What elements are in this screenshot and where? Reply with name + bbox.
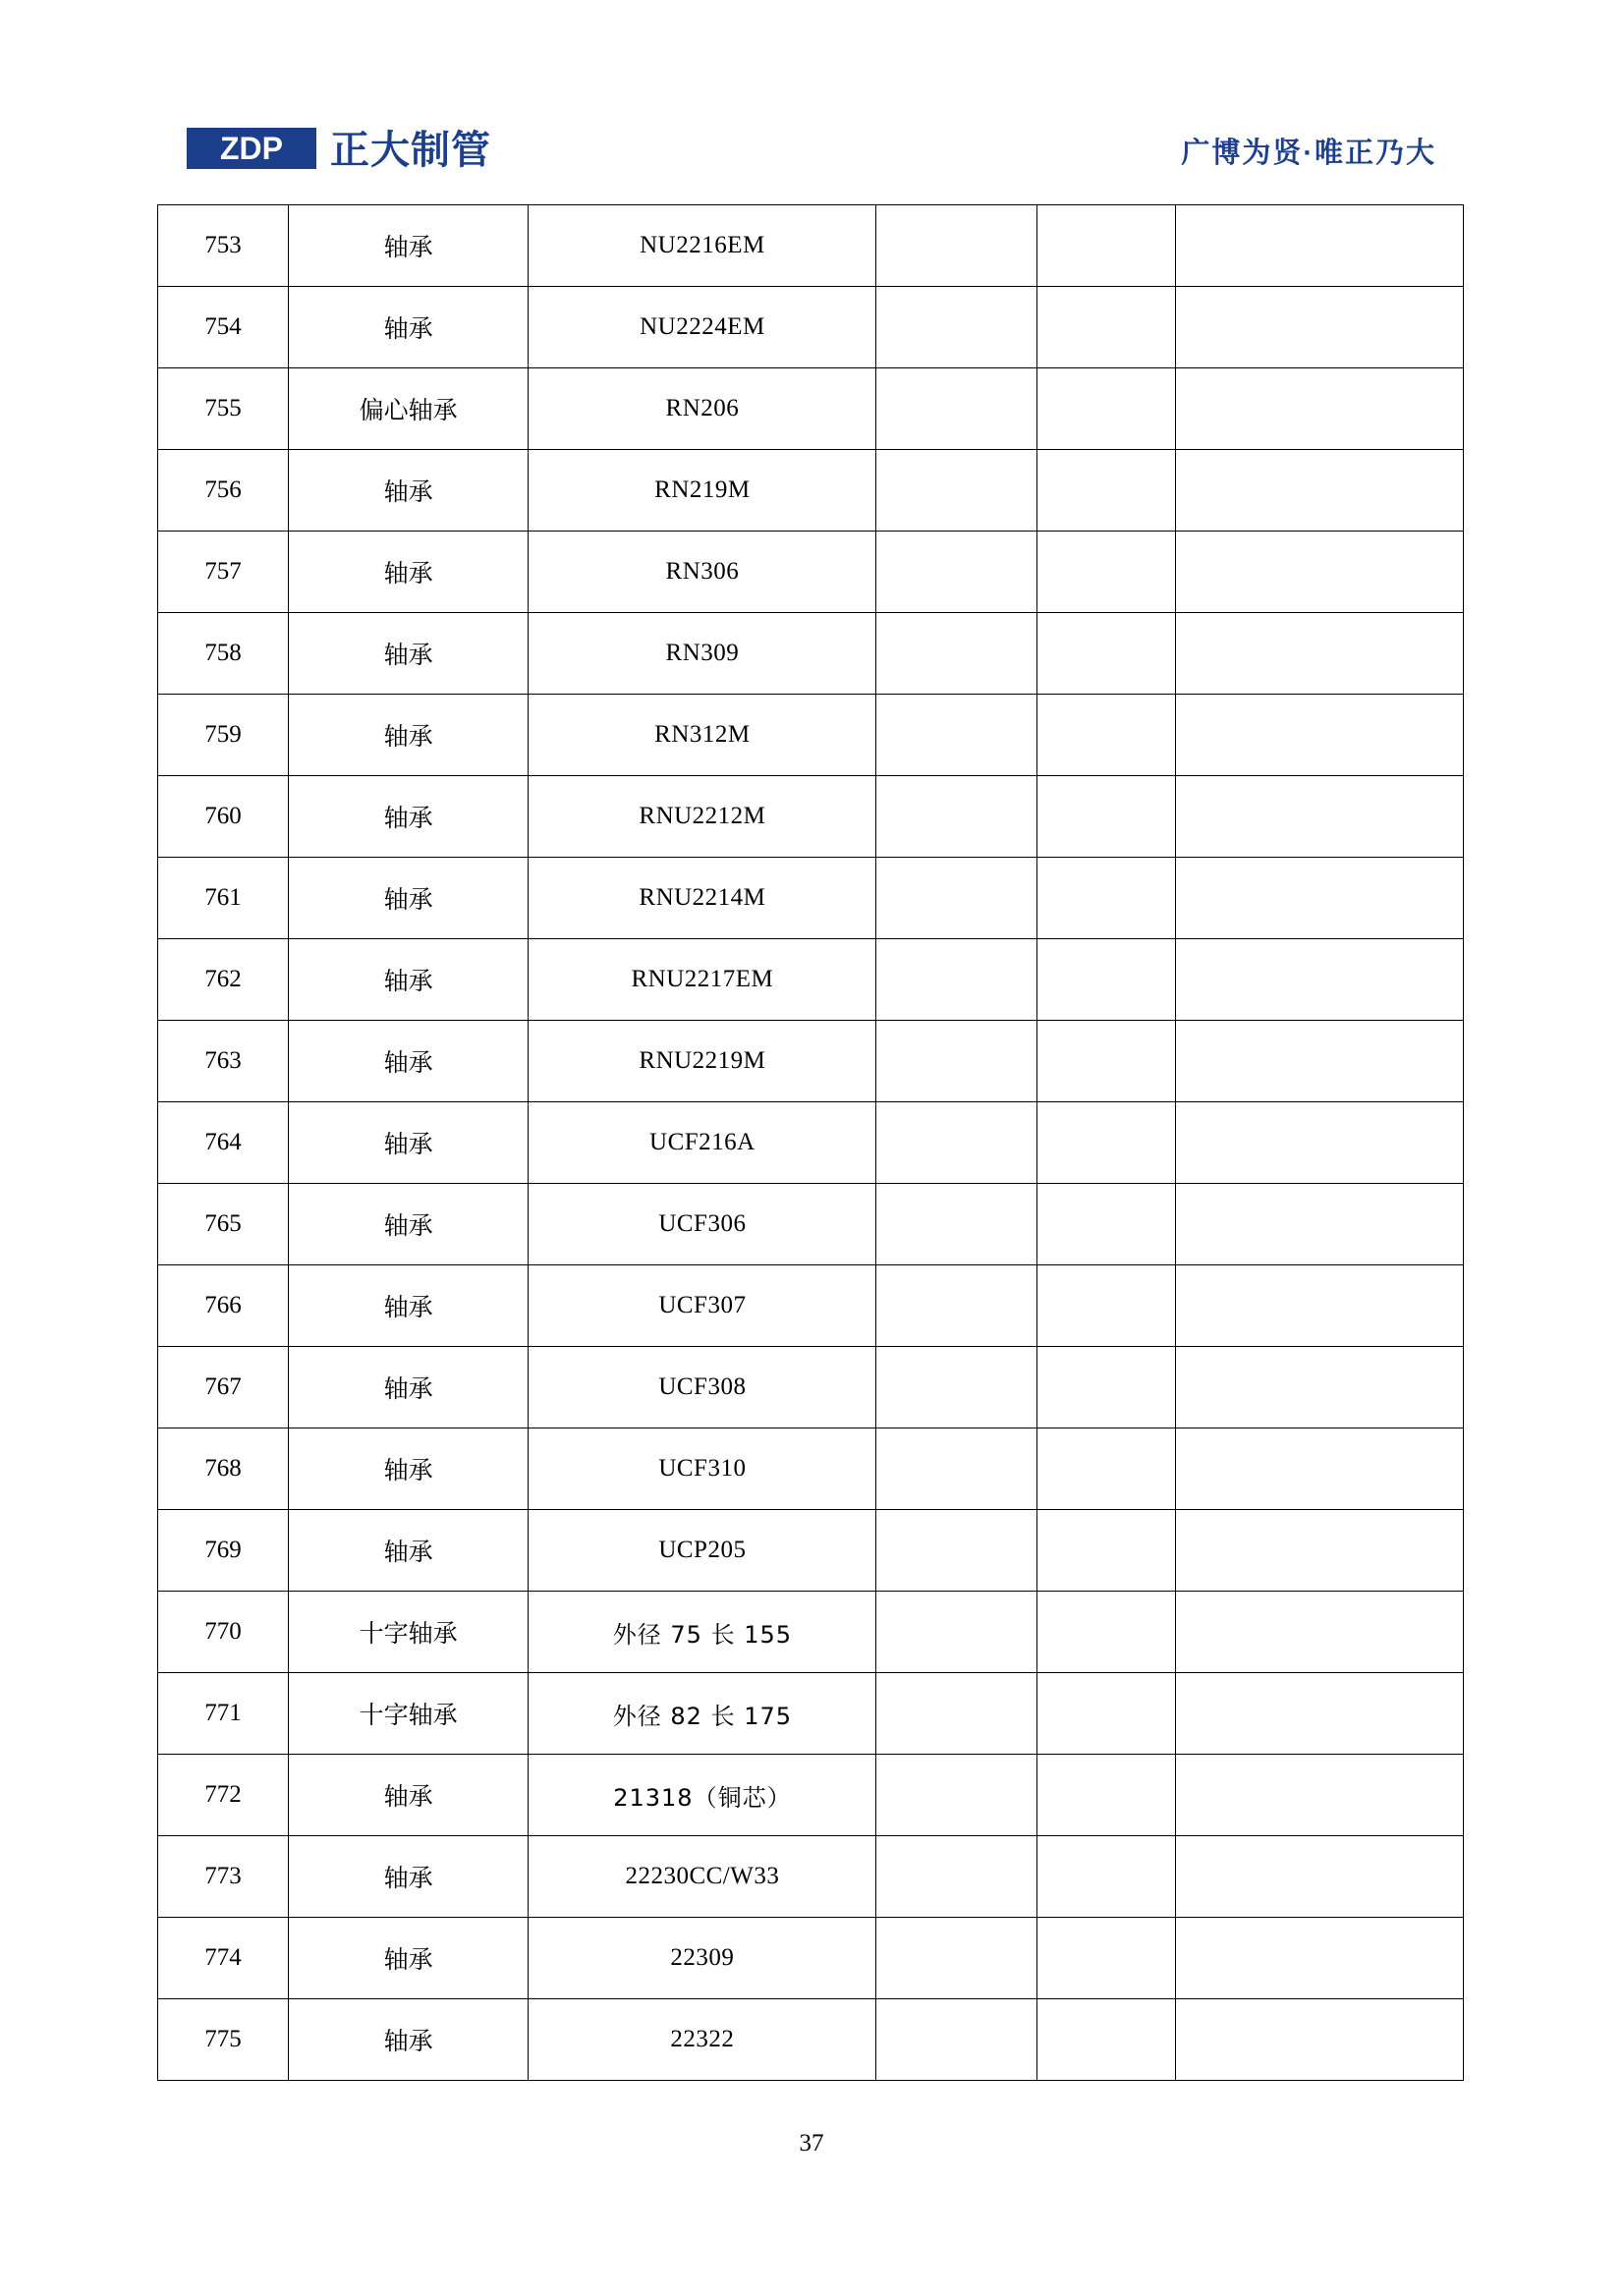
cell-f (1175, 1428, 1463, 1510)
cell-model: 21318（铜芯） (529, 1755, 876, 1836)
table-row (158, 1347, 1464, 1428)
cell-model: RNU2217EM (529, 939, 876, 1021)
table-row (158, 1999, 1464, 2081)
cell-d (876, 1347, 1036, 1428)
cell-f (1175, 450, 1463, 532)
cell-d (876, 1510, 1036, 1592)
cell-name: 轴承 (288, 1184, 528, 1265)
table-row (158, 1836, 1464, 1918)
cell-model: RN206 (529, 368, 876, 450)
table-row (158, 858, 1464, 939)
cell-d (876, 776, 1036, 858)
cell-f (1175, 1510, 1463, 1592)
cell-e (1036, 1265, 1175, 1347)
cell-no: 772 (158, 1755, 289, 1836)
cell-no: 769 (158, 1510, 289, 1592)
cell-f (1175, 1999, 1463, 2081)
cell-no: 758 (158, 613, 289, 695)
cell-name: 轴承 (288, 1265, 528, 1347)
page-number: 37 (799, 2130, 824, 2156)
cell-name: 偏心轴承 (288, 368, 528, 450)
cell-model: RN306 (529, 532, 876, 613)
cell-d (876, 1102, 1036, 1184)
table-row (158, 287, 1464, 368)
company-name: 正大制管 (330, 129, 491, 172)
cell-name: 轴承 (288, 1347, 528, 1428)
cell-name: 轴承 (288, 1836, 528, 1918)
cell-d (876, 1918, 1036, 1999)
cell-d (876, 858, 1036, 939)
cell-model: NU2216EM (529, 205, 876, 287)
cell-d (876, 1755, 1036, 1836)
cell-name: 轴承 (288, 613, 528, 695)
cell-e (1036, 1347, 1175, 1428)
cell-no: 766 (158, 1265, 289, 1347)
cell-name: 轴承 (288, 205, 528, 287)
cell-no: 756 (158, 450, 289, 532)
cell-model: RN309 (529, 613, 876, 695)
cell-name: 轴承 (288, 939, 528, 1021)
table-row (158, 450, 1464, 532)
cell-model: 外径 75 长 155 (529, 1592, 876, 1673)
cell-no: 767 (158, 1347, 289, 1428)
cell-name: 轴承 (288, 1999, 528, 2081)
table-row (158, 1428, 1464, 1510)
cell-e (1036, 1999, 1175, 2081)
cell-e (1036, 1755, 1175, 1836)
cell-d (876, 205, 1036, 287)
table-row (158, 695, 1464, 776)
cell-name: 轴承 (288, 1755, 528, 1836)
table-row (158, 939, 1464, 1021)
cell-d (876, 1184, 1036, 1265)
cell-d (876, 613, 1036, 695)
table-row (158, 1918, 1464, 1999)
cell-name: 轴承 (288, 1428, 528, 1510)
cell-no: 755 (158, 368, 289, 450)
cell-f (1175, 532, 1463, 613)
cell-f (1175, 1755, 1463, 1836)
cell-f (1175, 287, 1463, 368)
cell-d (876, 532, 1036, 613)
cell-no: 764 (158, 1102, 289, 1184)
page-header (187, 116, 1436, 185)
cell-f (1175, 1265, 1463, 1347)
cell-name: 十字轴承 (288, 1673, 528, 1755)
cell-model: UCF307 (529, 1265, 876, 1347)
cell-d (876, 1021, 1036, 1102)
cell-model: RNU2214M (529, 858, 876, 939)
cell-name: 轴承 (288, 450, 528, 532)
cell-f (1175, 1021, 1463, 1102)
cell-f (1175, 1102, 1463, 1184)
table-row (158, 1755, 1464, 1836)
cell-name: 轴承 (288, 1918, 528, 1999)
svg-text:ZDP: ZDP (220, 130, 283, 166)
table-row (158, 1265, 1464, 1347)
cell-model: RN312M (529, 695, 876, 776)
parts-table-body (158, 205, 1464, 2081)
cell-no: 754 (158, 287, 289, 368)
cell-d (876, 1999, 1036, 2081)
cell-e (1036, 1836, 1175, 1918)
table-row (158, 1102, 1464, 1184)
cell-no: 762 (158, 939, 289, 1021)
cell-f (1175, 1836, 1463, 1918)
cell-no: 757 (158, 532, 289, 613)
cell-d (876, 695, 1036, 776)
cell-model: UCF310 (529, 1428, 876, 1510)
cell-e (1036, 532, 1175, 613)
cell-d (876, 368, 1036, 450)
cell-name: 轴承 (288, 1021, 528, 1102)
cell-name: 十字轴承 (288, 1592, 528, 1673)
cell-no: 768 (158, 1428, 289, 1510)
table-row (158, 1184, 1464, 1265)
cell-d (876, 939, 1036, 1021)
cell-f (1175, 695, 1463, 776)
cell-e (1036, 368, 1175, 450)
cell-d (876, 1428, 1036, 1510)
cell-model: 22322 (529, 1999, 876, 2081)
table-row (158, 1592, 1464, 1673)
cell-e (1036, 205, 1175, 287)
cell-name: 轴承 (288, 858, 528, 939)
cell-name: 轴承 (288, 1510, 528, 1592)
cell-no: 770 (158, 1592, 289, 1673)
cell-name: 轴承 (288, 1102, 528, 1184)
cell-d (876, 450, 1036, 532)
cell-model: UCF308 (529, 1347, 876, 1428)
cell-no: 761 (158, 858, 289, 939)
table-row (158, 532, 1464, 613)
cell-no: 765 (158, 1184, 289, 1265)
table-row (158, 613, 1464, 695)
cell-f (1175, 1347, 1463, 1428)
cell-name: 轴承 (288, 287, 528, 368)
cell-model: RN219M (529, 450, 876, 532)
cell-model: NU2224EM (529, 287, 876, 368)
cell-model: 22309 (529, 1918, 876, 1999)
cell-d (876, 1836, 1036, 1918)
cell-e (1036, 695, 1175, 776)
cell-model: UCP205 (529, 1510, 876, 1592)
cell-e (1036, 1510, 1175, 1592)
cell-name: 轴承 (288, 532, 528, 613)
cell-e (1036, 1184, 1175, 1265)
cell-e (1036, 1021, 1175, 1102)
cell-e (1036, 1428, 1175, 1510)
cell-e (1036, 858, 1175, 939)
zdp-logo-icon (187, 128, 316, 174)
cell-no: 759 (158, 695, 289, 776)
cell-e (1036, 287, 1175, 368)
cell-e (1036, 450, 1175, 532)
cell-d (876, 1673, 1036, 1755)
cell-model: 外径 82 长 175 (529, 1673, 876, 1755)
cell-e (1036, 1673, 1175, 1755)
parts-table (157, 204, 1464, 2081)
cell-name: 轴承 (288, 776, 528, 858)
cell-e (1036, 939, 1175, 1021)
cell-no: 771 (158, 1673, 289, 1755)
cell-model: 22230CC/W33 (529, 1836, 876, 1918)
company-slogan: 广博为贤·唯正乃大 (1181, 137, 1436, 169)
cell-e (1036, 1592, 1175, 1673)
cell-no: 773 (158, 1836, 289, 1918)
cell-f (1175, 1673, 1463, 1755)
cell-no: 760 (158, 776, 289, 858)
cell-f (1175, 205, 1463, 287)
cell-no: 775 (158, 1999, 289, 2081)
cell-name: 轴承 (288, 695, 528, 776)
cell-model: RNU2212M (529, 776, 876, 858)
table-row (158, 1510, 1464, 1592)
cell-no: 774 (158, 1918, 289, 1999)
cell-d (876, 287, 1036, 368)
cell-e (1036, 776, 1175, 858)
cell-f (1175, 1592, 1463, 1673)
table-row (158, 1673, 1464, 1755)
table-row (158, 1021, 1464, 1102)
cell-d (876, 1265, 1036, 1347)
cell-model: RNU2219M (529, 1021, 876, 1102)
cell-d (876, 1592, 1036, 1673)
cell-e (1036, 1102, 1175, 1184)
cell-model: UCF216A (529, 1102, 876, 1184)
cell-model: UCF306 (529, 1184, 876, 1265)
cell-e (1036, 1918, 1175, 1999)
cell-f (1175, 776, 1463, 858)
table-row (158, 368, 1464, 450)
cell-f (1175, 939, 1463, 1021)
cell-no: 753 (158, 205, 289, 287)
company-logo (187, 128, 491, 174)
cell-f (1175, 858, 1463, 939)
cell-f (1175, 368, 1463, 450)
cell-f (1175, 613, 1463, 695)
table-row (158, 776, 1464, 858)
table-row (158, 205, 1464, 287)
cell-no: 763 (158, 1021, 289, 1102)
cell-f (1175, 1918, 1463, 1999)
cell-f (1175, 1184, 1463, 1265)
cell-e (1036, 613, 1175, 695)
